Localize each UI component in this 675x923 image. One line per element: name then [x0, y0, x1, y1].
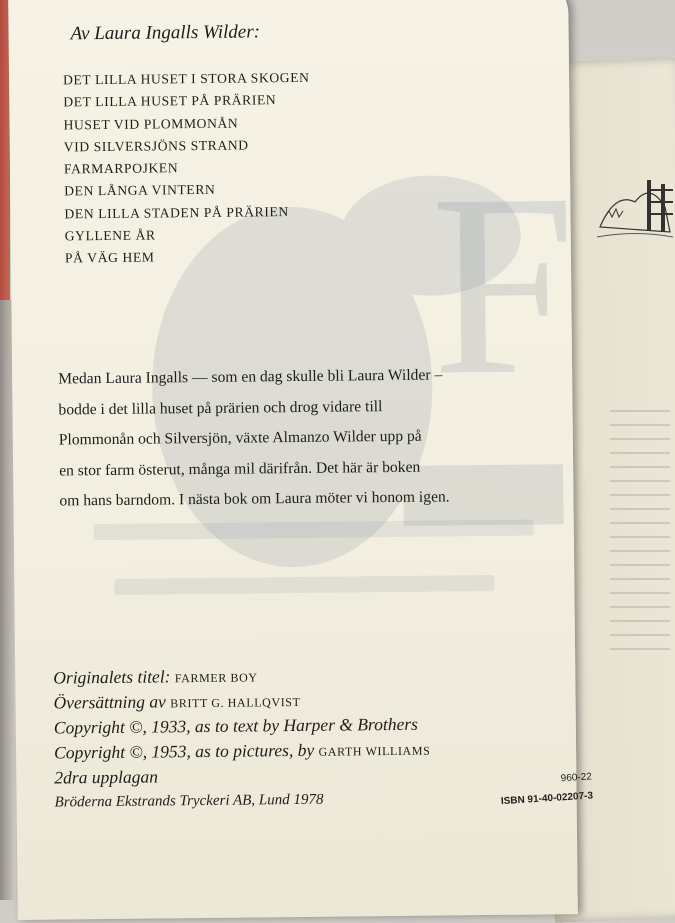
book-title: PÅ VÄG HEM	[64, 249, 155, 266]
author-header: Av Laura Ingalls Wilder:	[70, 21, 261, 45]
illustrator-name: GARTH WILLIAMS	[318, 743, 431, 759]
book-title: DEN LILLA STADEN PÅ PRÄRIEN	[64, 203, 289, 222]
book-page	[8, 0, 594, 920]
description-line: Medan Laura Ingalls — som en dag skulle bli Laura Wilder –	[58, 366, 443, 388]
book-title: HUSET VID PLOMMONÅN	[63, 115, 239, 133]
book-title-list	[63, 67, 312, 270]
description-line: bodde i det lilla huset på prärien och drog vidare till	[58, 397, 383, 419]
copyright-pictures-label: Copyright ©, 1953, as to pictures, by	[53, 739, 315, 763]
description-paragraph	[58, 359, 540, 517]
book-title: FARMARPOJKEN	[63, 160, 179, 177]
catalog-code: 960-22	[560, 771, 593, 785]
book-title: DET LILLA HUSET PÅ PRÄRIEN	[63, 92, 277, 110]
book-title: DET LILLA HUSET I STORA SKOGEN	[62, 69, 310, 88]
translator-name: BRITT G. HALLQVIST	[170, 694, 301, 711]
translation-label: Översättning av	[53, 691, 166, 713]
show-through-letter: F	[429, 140, 578, 430]
original-title-label: Originalets titel:	[53, 666, 171, 688]
edition-line: 2dra upplagan	[54, 766, 159, 788]
original-title: FARMER BOY	[174, 670, 258, 686]
description-line: en stor farm österut, många mil därifrån. Det här är boken	[59, 458, 421, 480]
isbn-block	[496, 771, 594, 807]
isbn-number: ISBN 91-40-02207-3	[500, 790, 594, 808]
copyright-text-line: Copyright ©, 1933, as to text by Harper & Brothers	[53, 713, 419, 738]
printer-line: Bröderna Ekstrands Tryckeri AB, Lund 1978	[54, 791, 324, 811]
description-line: om hans barndom. I nästa bok om Laura möter vi honom igen.	[59, 488, 450, 510]
colophon	[53, 660, 555, 815]
description-line: Plommonån och Silversjön, växte Almanzo Wilder upp på	[58, 427, 422, 449]
book-title: DEN LÅNGA VINTERN	[64, 182, 216, 199]
facing-page-text	[610, 410, 670, 650]
fence-illustration-icon	[595, 172, 675, 242]
book-title: GYLLENE ÅR	[64, 227, 156, 244]
book-title: VID SILVERSJÖNS STRAND	[63, 137, 249, 155]
